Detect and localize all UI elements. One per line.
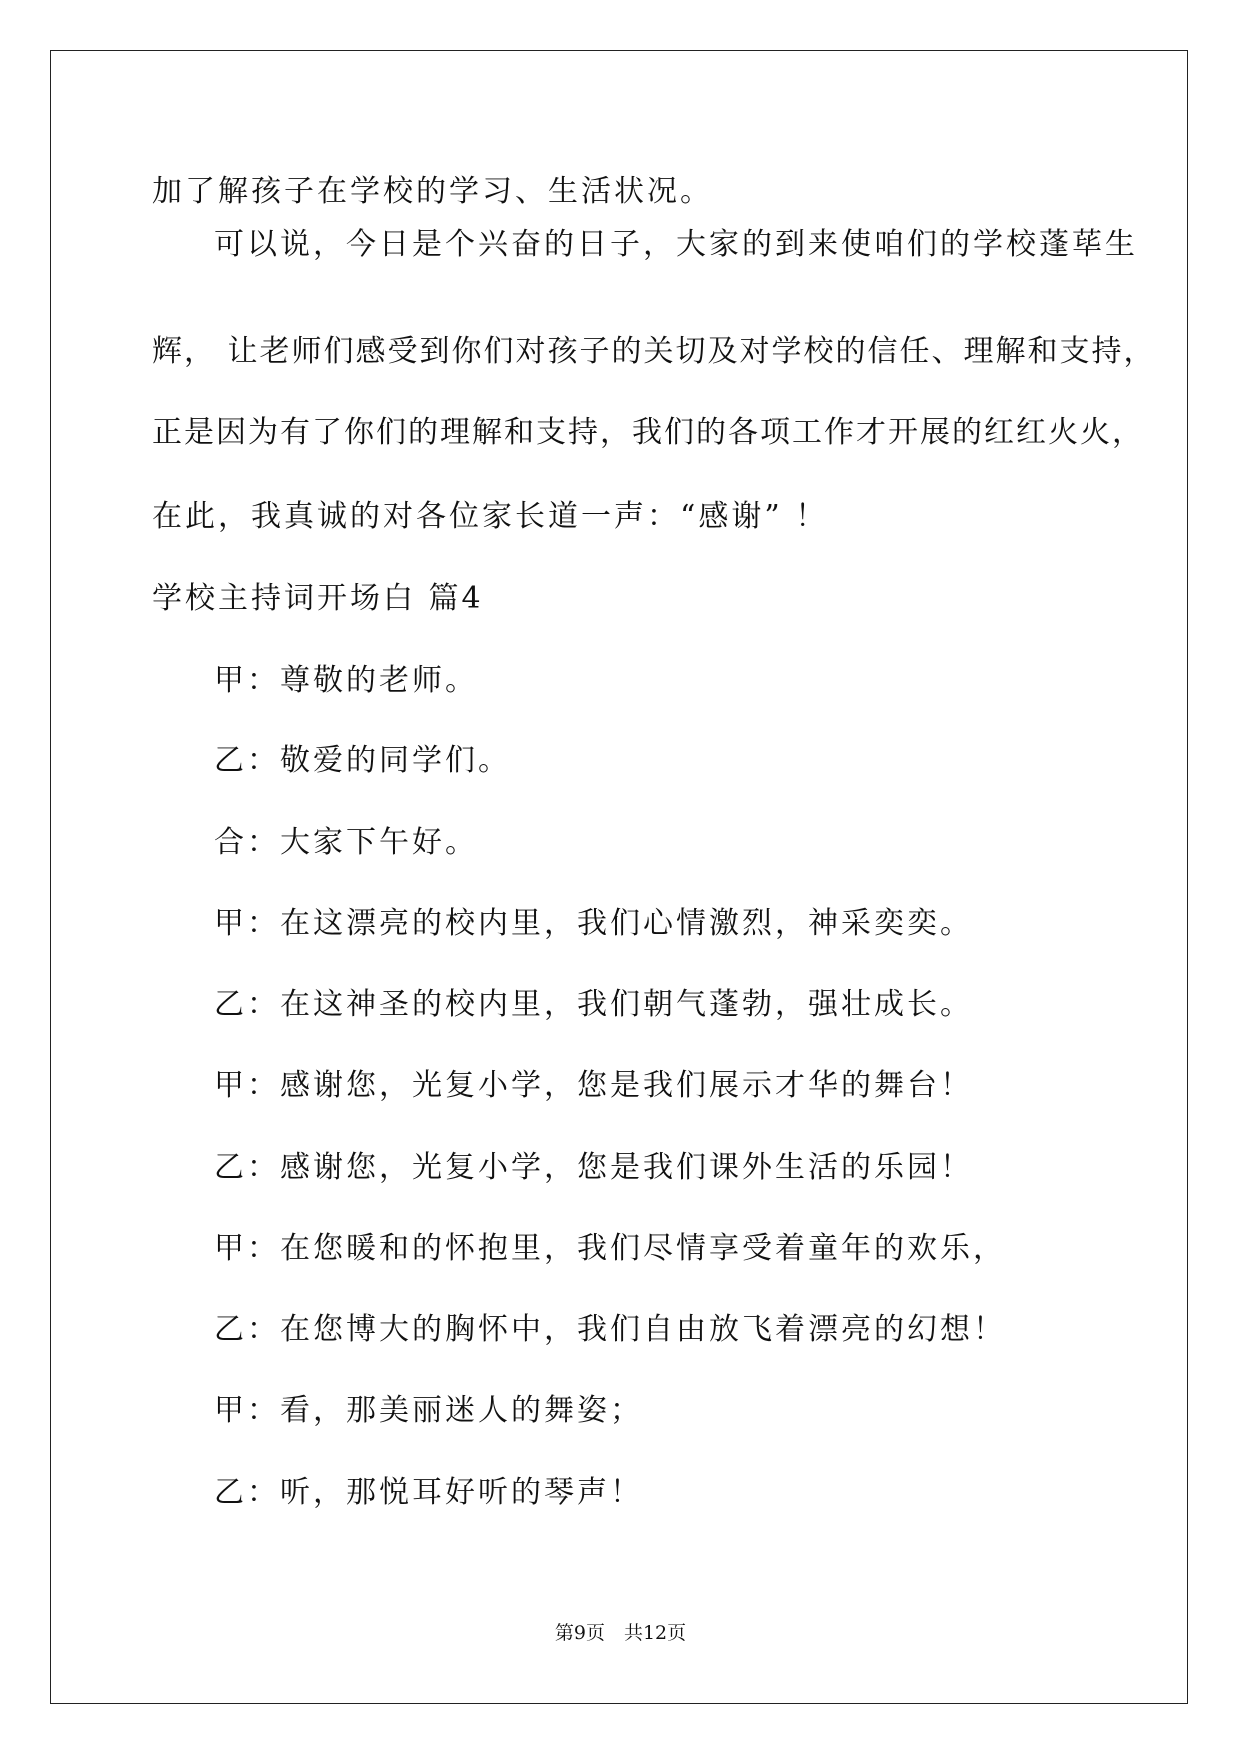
dialogue-line: 乙：在您博大的胸怀中，我们自由放飞着漂亮的幻想！ xyxy=(214,1312,1006,1347)
dialogue-line: 乙：感谢您，光复小学，您是我们课外生活的乐园！ xyxy=(214,1150,973,1185)
dialogue-line: 甲：在您暖和的怀抱里，我们尽情享受着童年的欢乐， xyxy=(214,1231,1006,1266)
dialogue-line: 甲：在这漂亮的校内里，我们心情激烈，神采奕奕。 xyxy=(214,906,973,941)
dialogue-line: 乙：听，那悦耳好听的琴声！ xyxy=(214,1475,643,1510)
section-heading: 学校主持词开场白 篇4 xyxy=(152,581,484,616)
paragraph-line: 在此，我真诚的对各位家长道一声：“感谢” ！ xyxy=(152,499,829,534)
paragraph-line: 辉， 让老师们感受到你们对孩子的关切及对学校的信任、理解和支持， xyxy=(152,334,1156,369)
dialogue-line: 乙：在这神圣的校内里，我们朝气蓬勃，强壮成长。 xyxy=(214,987,973,1022)
dialogue-line: 合：大家下午好。 xyxy=(214,825,478,860)
page-footer: 第9页 共12页 xyxy=(554,1622,687,1644)
dialogue-line: 甲：感谢您，光复小学，您是我们展示才华的舞台！ xyxy=(214,1068,973,1103)
paragraph-line: 加了解孩子在学校的学习、生活状况。 xyxy=(152,174,713,209)
paragraph-line: 正是因为有了你们的理解和支持，我们的各项工作才开展的红红火火， xyxy=(152,415,1144,450)
dialogue-line: 甲：看，那美丽迷人的舞姿； xyxy=(214,1393,643,1428)
page-border xyxy=(50,50,1188,1704)
dialogue-line: 乙：敬爱的同学们。 xyxy=(214,743,511,778)
dialogue-line: 甲：尊敬的老师。 xyxy=(214,663,478,698)
paragraph-line: 可以说，今日是个兴奋的日子，大家的到来使咱们的学校蓬荜生 xyxy=(214,227,1138,262)
